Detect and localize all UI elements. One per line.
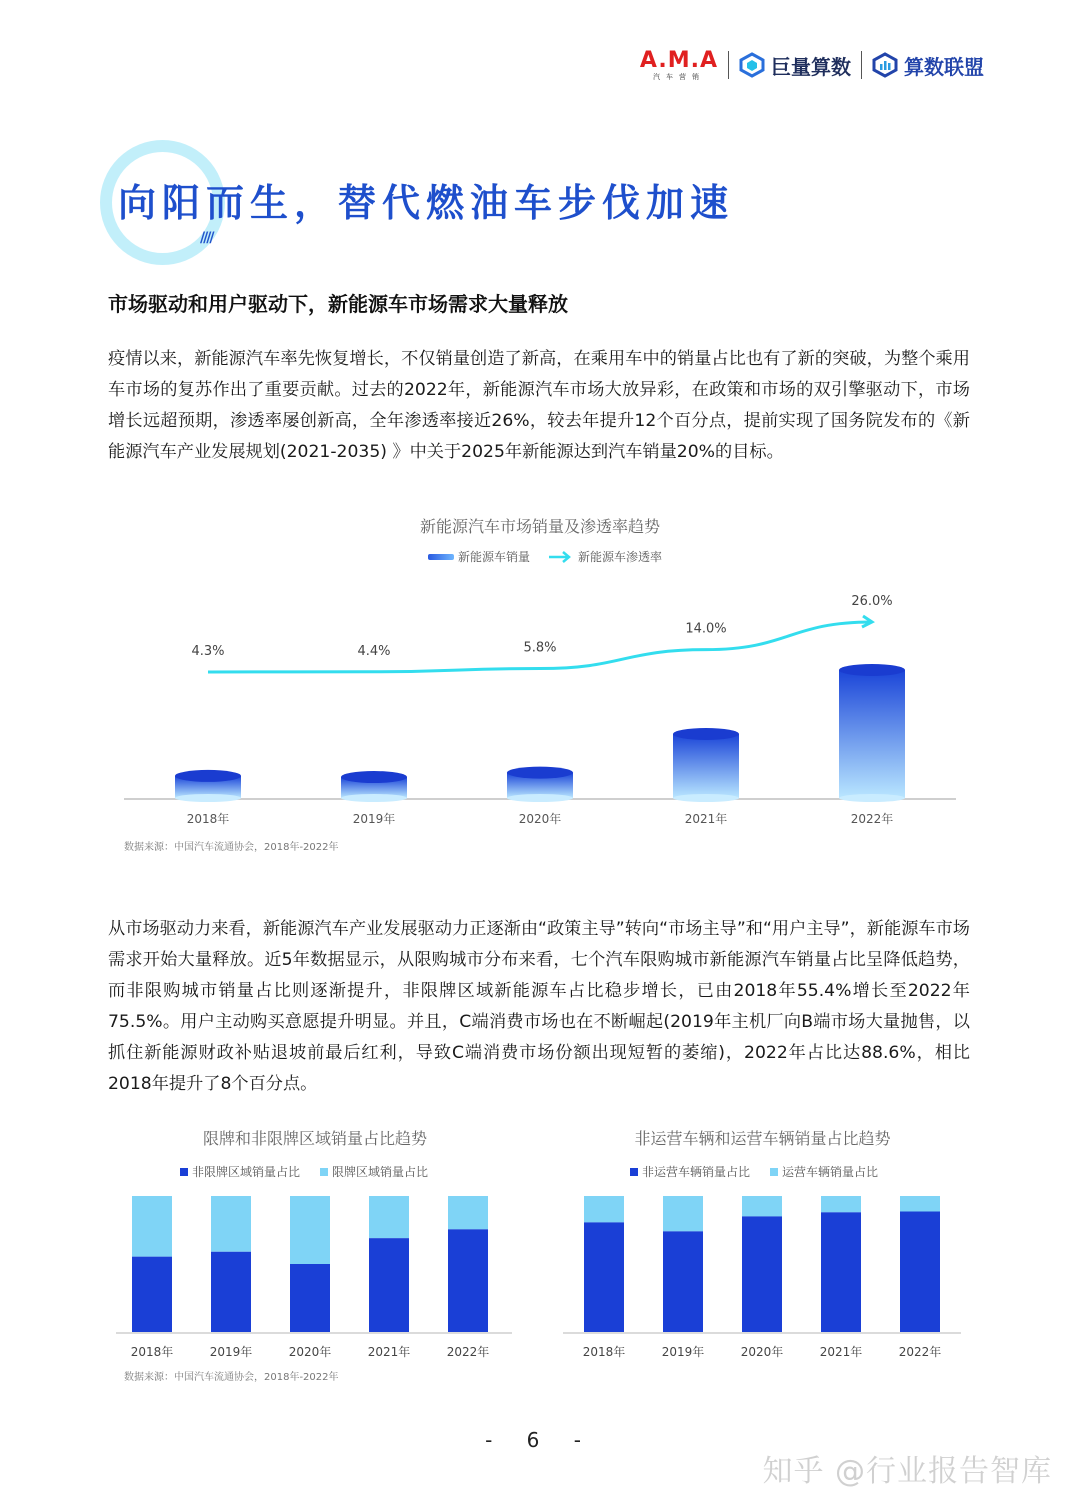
chart3-bar-segment-light bbox=[663, 1196, 703, 1231]
chart3-plot bbox=[563, 1190, 961, 1365]
chart1-bar-top bbox=[839, 664, 905, 676]
ama-logo bbox=[639, 47, 718, 81]
chart3-x-tick: 2022年 bbox=[898, 1345, 942, 1359]
chart3-bar-segment-dark bbox=[663, 1231, 703, 1332]
chart3-bar-segment-dark bbox=[821, 1212, 861, 1332]
chart3-bar-segment-dark bbox=[742, 1216, 782, 1332]
chart3-title: 非运营车辆和运营车辆销量占比趋势 bbox=[634, 1129, 891, 1148]
juliang-logo-icon bbox=[739, 52, 765, 78]
chart3-x-tick: 2018年 bbox=[582, 1345, 626, 1359]
chart2-legend bbox=[180, 1163, 428, 1180]
chart1-bar-bottom bbox=[673, 794, 739, 802]
chart3-x-tick: 2019年 bbox=[661, 1345, 705, 1359]
chart2-bar-segment-dark bbox=[290, 1264, 330, 1332]
chart2-title: 限牌和非限牌区域销量占比趋势 bbox=[202, 1129, 427, 1148]
chart2-bar-segment-dark bbox=[211, 1252, 251, 1332]
chart3-bar-segment-light bbox=[584, 1196, 624, 1222]
chart1-legend-bar-swatch bbox=[428, 554, 454, 560]
title-decoration-slashes: //// bbox=[200, 230, 213, 246]
chart1-legend-line-label: 新能源车渗透率 bbox=[578, 550, 663, 564]
logo-divider-2 bbox=[861, 51, 862, 79]
brand-suanshu-label: 算数联盟 bbox=[904, 54, 984, 79]
chart1-legend bbox=[428, 548, 662, 565]
paragraph-2: 从市场驱动力来看，新能源汽车产业发展驱动力正逐渐由“政策主导”转向“市场主导”和“用户主导”，新能源车市场需求开始大量释放。近5年数据显示，从限购城市分布来看，七个汽车限购城市新能源汽车销量占比呈降低趋势，而非限购城市销量占比则逐渐提升，非限牌区域新能源车占比稳步增长，已由2018年55.4%增长至2022年75.5%。用户主动购买意愿提升明显。并且，C端消费市场也在不断崛起(2019年主机厂向B端市场大量抛售，以抓住新能源财政补贴退坡前最后红利，导致C端消费市场份额出现短暂的萎缩)，2022年占比达88.6%，相比2018年提升了8个百分点。 bbox=[108, 919, 970, 1094]
chart2-legend-label-1: 非限牌区域销量占比 bbox=[192, 1165, 301, 1179]
chart2-x-tick: 2021年 bbox=[367, 1345, 411, 1359]
chart3-legend-item-2 bbox=[770, 1163, 878, 1180]
chart2-plot bbox=[116, 1190, 512, 1365]
chart3-bar-segment-dark bbox=[584, 1222, 624, 1332]
chart1-data-label: 4.4% bbox=[357, 643, 391, 659]
paragraph-1: 疫情以来，新能源汽车率先恢复增长，不仅销量创造了新高，在乘用车中的销量占比也有了新的突破，为整个乘用车市场的复苏作出了重要贡献。过去的2022年，新能源汽车市场大放异彩，在政策和市场的双引擎驱动下，市场增长远超预期，渗透率屡创新高，全年渗透率接近26%，较去年提升12个百分点，提前实现了国务院发布的《新能源汽车产业发展规划(2021-2035) 》中关于2025年新能源达到汽车销量20%的目标。 bbox=[108, 349, 970, 462]
chart1-plot bbox=[110, 580, 970, 830]
chart2-legend-label-2: 限牌区域销量占比 bbox=[332, 1165, 429, 1179]
chart1-bar-bottom bbox=[341, 794, 407, 802]
chart2-x-tick: 2018年 bbox=[130, 1345, 174, 1359]
header-logos bbox=[640, 48, 984, 82]
chart1-bar-top bbox=[341, 771, 407, 783]
chart1-legend-bar-label: 新能源车销量 bbox=[458, 550, 531, 564]
chart3-x-tick: 2021年 bbox=[819, 1345, 863, 1359]
chart2-x-tick: 2019年 bbox=[209, 1345, 253, 1359]
chart3-legend-swatch-2 bbox=[770, 1168, 778, 1176]
subheading: 市场驱动和用户驱动下，新能源车市场需求大量释放 bbox=[108, 292, 568, 316]
brand-juliang bbox=[739, 51, 851, 80]
chart1-data-label: 4.3% bbox=[191, 644, 225, 659]
chart3-bar-segment-light bbox=[900, 1196, 940, 1212]
ama-logo-sub: 汽车营销 bbox=[652, 72, 705, 81]
chart2-bar-segment-dark bbox=[132, 1257, 172, 1332]
chart1-bar bbox=[839, 670, 905, 798]
chart1-bar-top bbox=[673, 728, 739, 740]
chart2-bar-segment-light bbox=[369, 1196, 409, 1238]
brand-juliang-label: 巨量算数 bbox=[771, 54, 851, 79]
chart1-bar-top bbox=[507, 767, 573, 779]
chart3-bar-segment-dark bbox=[900, 1212, 940, 1332]
logo-divider bbox=[728, 51, 729, 79]
section-title: 向阳而生，替代燃油车步伐加速 bbox=[118, 181, 735, 225]
chart3-bar-segment-light bbox=[742, 1196, 782, 1216]
chart2-legend-item-1 bbox=[180, 1163, 300, 1180]
chart3-legend-label-2: 运营车辆销量占比 bbox=[782, 1165, 879, 1179]
chart1-x-tick: 2020年 bbox=[518, 812, 562, 826]
chart2-bar-segment-light bbox=[448, 1196, 488, 1229]
page-number: - 6 - bbox=[485, 1428, 595, 1452]
chart3-x-tick: 2020年 bbox=[740, 1345, 784, 1359]
chart2-bar-segment-light bbox=[211, 1196, 251, 1252]
chart1-data-label: 14.0% bbox=[685, 621, 727, 637]
chart2-bar-segment-light bbox=[132, 1196, 172, 1257]
brand-suanshu bbox=[872, 51, 984, 80]
chart2-legend-swatch-1 bbox=[180, 1168, 188, 1176]
chart3-legend bbox=[630, 1163, 878, 1180]
watermark: 知乎 @行业报告智库 bbox=[762, 1454, 1052, 1489]
chart2-bar-segment-dark bbox=[448, 1229, 488, 1332]
chart3-legend-swatch-1 bbox=[630, 1168, 638, 1176]
suanshu-logo-icon bbox=[872, 52, 898, 78]
ama-logo-text: A.M.A bbox=[639, 47, 718, 73]
chart1-x-tick: 2021年 bbox=[684, 812, 728, 826]
chart1-x-tick: 2018年 bbox=[186, 812, 230, 826]
chart1-data-label: 5.8% bbox=[523, 640, 557, 656]
chart2-legend-swatch-2 bbox=[320, 1168, 328, 1176]
chart2-source: 数据来源：中国汽车流通协会，2018年-2022年 bbox=[124, 1372, 339, 1383]
chart1-bar-top bbox=[175, 770, 241, 782]
chart1-x-tick: 2022年 bbox=[850, 812, 894, 826]
chart1-bar bbox=[673, 734, 739, 798]
chart3-bar-segment-light bbox=[821, 1196, 861, 1212]
chart1-bar-bottom bbox=[175, 794, 241, 802]
chart1-legend-line bbox=[548, 548, 662, 565]
chart1-title: 新能源汽车市场销量及渗透率趋势 bbox=[419, 517, 660, 536]
chart3-legend-label-1: 非运营车辆销量占比 bbox=[642, 1165, 751, 1179]
chart2-bar-segment-light bbox=[290, 1196, 330, 1264]
chart3-legend-item-1 bbox=[630, 1163, 750, 1180]
chart1-x-tick: 2019年 bbox=[352, 812, 396, 826]
chart2-legend-item-2 bbox=[320, 1163, 428, 1180]
chart1-source: 数据来源：中国汽车流通协会，2018年-2022年 bbox=[124, 842, 339, 853]
chart1-bar-bottom bbox=[507, 794, 573, 802]
chart1-bar-bottom bbox=[839, 794, 905, 802]
chart1-legend-bar bbox=[428, 548, 530, 565]
chart2-x-tick: 2022年 bbox=[446, 1345, 490, 1359]
chart2-bar-segment-dark bbox=[369, 1238, 409, 1332]
chart2-x-tick: 2020年 bbox=[288, 1345, 332, 1359]
arrow-icon bbox=[548, 551, 574, 563]
chart1-data-label: 26.0% bbox=[851, 594, 893, 609]
